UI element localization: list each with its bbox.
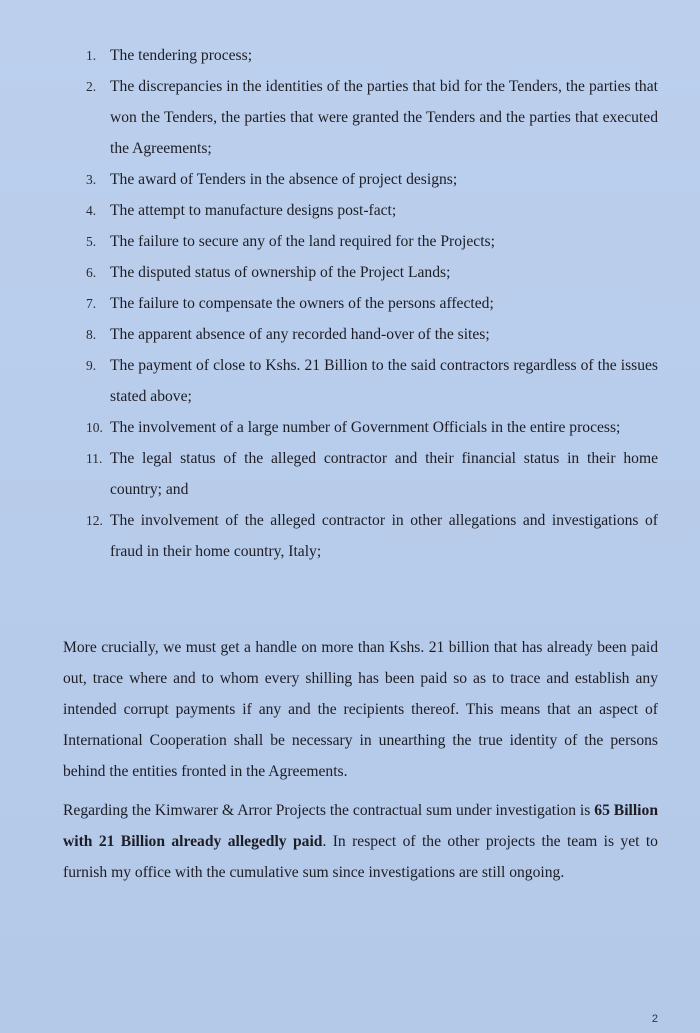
- list-text: The attempt to manufacture designs post-fact;: [110, 202, 397, 219]
- list-text: The discrepancies in the identities of the parties that bid for the Tenders, the parties that won the Tenders, the parties that were granted the Tenders and the parties that executed the Agreements;: [110, 78, 658, 157]
- list-text: The failure to secure any of the land required for the Projects;: [110, 233, 495, 250]
- list-item: [86, 412, 658, 443]
- list-number: 1.: [86, 48, 97, 63]
- list-text: The involvement of the alleged contractor in other allegations and investigations of fraud in their home country, Italy;: [110, 512, 658, 560]
- list-number: 2.: [86, 79, 97, 94]
- list-number: 7.: [86, 296, 97, 311]
- list-item: [86, 257, 658, 288]
- list-text: The apparent absence of any recorded hand-over of the sites;: [110, 326, 490, 343]
- list-text: The payment of close to Kshs. 21 Billion to the said contractors regardless of the issues stated above;: [110, 357, 658, 405]
- list-item: [86, 71, 658, 164]
- list-text: The involvement of a large number of Government Officials in the entire process;: [110, 419, 621, 436]
- paragraph-contract-sum: [63, 795, 658, 888]
- paragraph-bold-amount: 65 Billion with 21 Billion already allegedly paid: [63, 802, 658, 850]
- list-number: 9.: [86, 358, 97, 373]
- list-number: 6.: [86, 265, 97, 280]
- list-item: [86, 350, 658, 412]
- list-number: 10.: [86, 420, 103, 435]
- list-text: The tendering process;: [110, 47, 253, 64]
- list-text: The failure to compensate the owners of the persons affected;: [110, 295, 494, 312]
- list-number: 5.: [86, 234, 97, 249]
- list-text: The disputed status of ownership of the Project Lands;: [110, 264, 451, 281]
- list-item: [86, 505, 658, 567]
- list-text: The legal status of the alleged contractor and their financial status in their home country; and: [110, 450, 658, 498]
- list-item: [86, 164, 658, 195]
- list-number: 11.: [86, 451, 103, 466]
- list-item: [86, 195, 658, 226]
- allegations-list: [86, 40, 658, 567]
- paragraph-text-start: Regarding the Kimwarer & Arror Projects the contractual sum under investigation is: [63, 802, 595, 819]
- list-number: 8.: [86, 327, 97, 342]
- list-item: [86, 319, 658, 350]
- list-number: 12.: [86, 513, 103, 528]
- list-item: [86, 40, 658, 71]
- paragraph-text-end: . In respect of the other projects the team is yet to furnish my office with the cumulative sum since investigations are still ongoing.: [63, 833, 658, 881]
- list-item: [86, 288, 658, 319]
- list-item: [86, 443, 658, 505]
- paragraph-payments-trace: More crucially, we must get a handle on more than Kshs. 21 billion that has already been paid out, trace where and to whom every shilling has been paid so as to trace and establish any intended corrupt payments if any and the recipients thereof. This means that an aspect of International Cooperation shall be necessary in unearthing the true identity of the persons behind the entities fronted in the Agreements.: [63, 639, 658, 780]
- list-text: The award of Tenders in the absence of project designs;: [110, 171, 458, 188]
- list-number: 3.: [86, 172, 97, 187]
- list-number: 4.: [86, 203, 97, 218]
- list-item: [86, 226, 658, 257]
- page-number: 2: [651, 1013, 658, 1025]
